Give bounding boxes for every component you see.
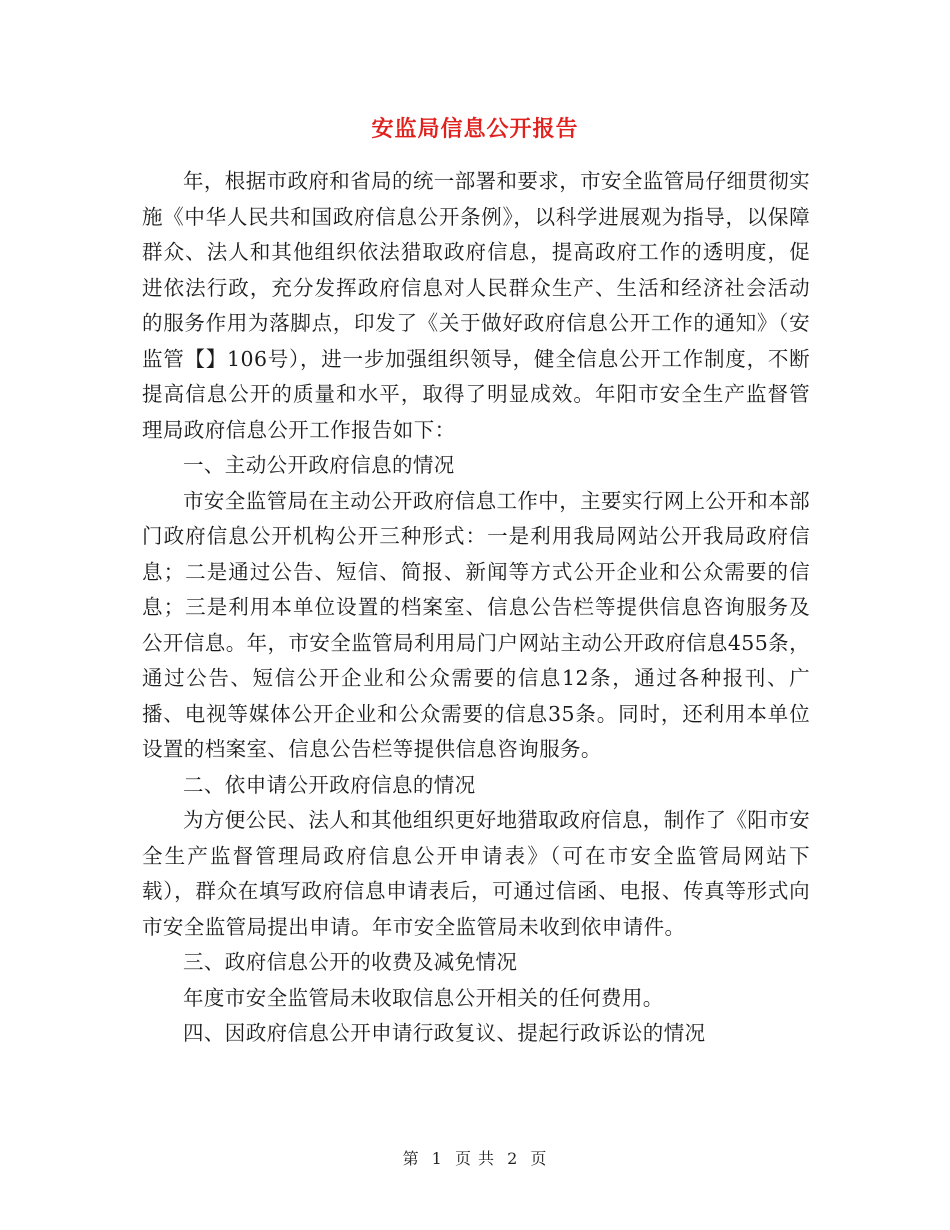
paragraph-section-1: 市安全监管局在主动公开政府信息工作中，主要实行网上公开和本部门政府信息公开机构公开三种形式：一是利用我局网站公开我局政府信息；二是通过公告、短信、简报、新闻等方式公开企业和公众需要的信息；三是利用本单位设置的档案室、信息公告栏等提供信息咨询服务及公开信息。年，市安全监管局利用局门户网站主动公开政府信息455条，通过公告、短信公开企业和公众需要的信息12条，通过各种报刊、广播、电视等媒体公开企业和公众需要的信息35条。同时，还利用本单位设置的档案室、信息公告栏等提供信息咨询服务。 bbox=[142, 488, 810, 761]
page-footer bbox=[0, 1146, 950, 1169]
page-label-suffix: 页 bbox=[530, 1149, 548, 1168]
paragraph-intro: 年，根据市政府和省局的统一部署和要求，市安全监管局仔细贯彻实施《中华人民共和国政府信息公开条例》，以科学进展观为指导，以保障群众、法人和其他组织依法猎取政府信息，提高政府工作的透明度，促进依法行政，充分发挥政府信息对人民群众生产、生活和经济社会活动的服务作用为落脚点，印发了《关于做好政府信息公开工作的通知》（安监管【】106号），进一步加强组织领导，健全信息公开工作制度，不断提高信息公开的质量和水平，取得了明显成效。年阳市安全生产监督管理局政府信息公开工作报告如下： bbox=[142, 169, 810, 442]
document-body bbox=[142, 164, 810, 1052]
total-pages-number: 2 bbox=[507, 1149, 519, 1168]
section-heading-2: 二、依申请公开政府信息的情况 bbox=[183, 772, 476, 797]
page-label-mid: 页 共 bbox=[454, 1149, 496, 1168]
document-title: 安监局信息公开报告 bbox=[371, 117, 579, 142]
paragraph-section-2: 为方便公民、法人和其他组织更好地猎取政府信息，制作了《阳市安全生产监督管理局政府信息公开申请表》（可在市安全监管局网站下载），群众在填写政府信息申请表后，可通过信函、电报、传真等形式向市安全监管局提出申请。年市安全监管局未收到依申请件。 bbox=[142, 808, 810, 939]
section-heading-3: 三、政府信息公开的收费及减免情况 bbox=[183, 950, 518, 974]
section-heading-1: 一、主动公开政府信息的情况 bbox=[183, 453, 455, 477]
page-label-prefix: 第 bbox=[402, 1149, 420, 1168]
section-heading-4: 四、因政府信息公开申请行政复议、提起行政诉讼的情况 bbox=[183, 1021, 706, 1045]
paragraph-section-3: 年度市安全监管局未收取信息公开相关的任何费用。 bbox=[183, 985, 664, 1010]
current-page-number: 1 bbox=[431, 1149, 443, 1168]
